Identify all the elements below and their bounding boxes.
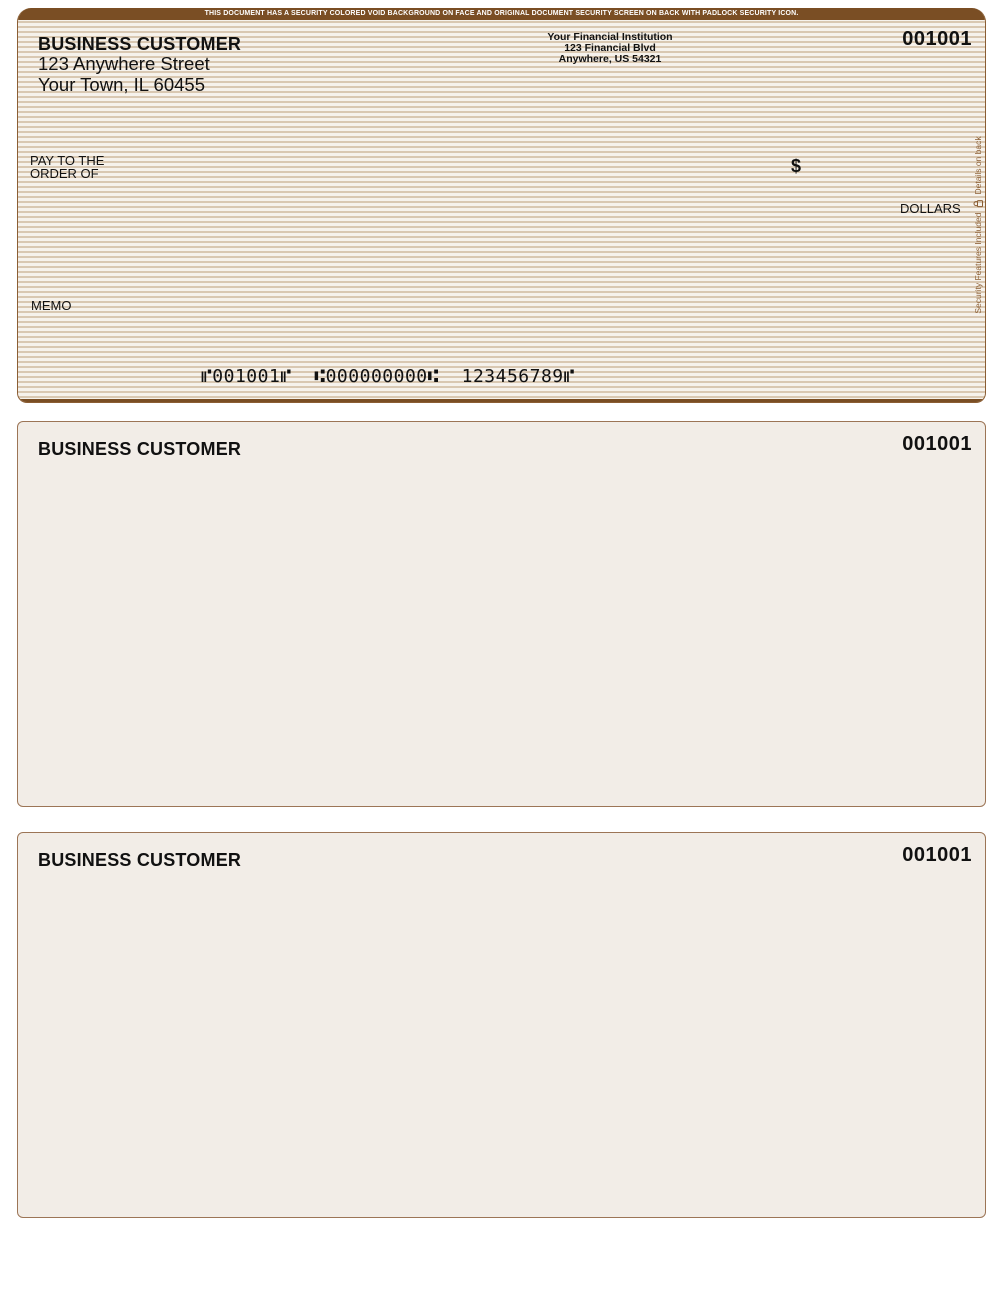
check-number: 001001 — [902, 28, 972, 50]
account-holder-city: Your Town, IL 60455 — [38, 74, 205, 95]
voucher-stub-1 — [17, 421, 986, 807]
dollar-sign: $ — [791, 156, 802, 176]
stub-customer-name: BUSINESS CUSTOMER — [38, 439, 242, 459]
pay-to-line1: PAY TO THE — [30, 153, 105, 168]
details-on-back-text: Details on back — [973, 136, 983, 195]
stub-check-number: 001001 — [902, 844, 972, 866]
voucher-stub-2 — [17, 832, 986, 1218]
bank-address: 123 Financial Blvd — [564, 42, 656, 54]
check-bottom-border — [18, 399, 985, 402]
bank-name: Your Financial Institution — [547, 31, 673, 43]
account-holder-street: 123 Anywhere Street — [38, 53, 210, 74]
pay-to-label — [30, 154, 104, 180]
micr-line: ⑈001001⑈ ⑆000000000⑆ 123456789⑈ — [201, 366, 575, 387]
stub-check-number: 001001 — [902, 433, 972, 455]
security-features-note — [967, 118, 986, 333]
memo-label: MEMO — [31, 298, 72, 313]
security-features-text: Security Features Included — [973, 212, 983, 314]
bank-city: Anywhere, US 54321 — [558, 53, 662, 65]
check-face — [17, 8, 986, 403]
pay-to-line2: ORDER OF — [30, 166, 99, 181]
account-holder-name: BUSINESS CUSTOMER — [38, 34, 242, 54]
padlock-icon — [973, 199, 983, 209]
security-banner: THIS DOCUMENT HAS A SECURITY COLORED VOID BACKGROUND ON FACE AND ORIGINAL DOCUMENT SECURITY SCREEN ON BACK WITH PADLOCK SECURITY ICON. — [18, 8, 985, 20]
dollars-label: DOLLARS — [900, 201, 961, 216]
bank-info — [508, 32, 712, 65]
stub-customer-name: BUSINESS CUSTOMER — [38, 850, 242, 870]
